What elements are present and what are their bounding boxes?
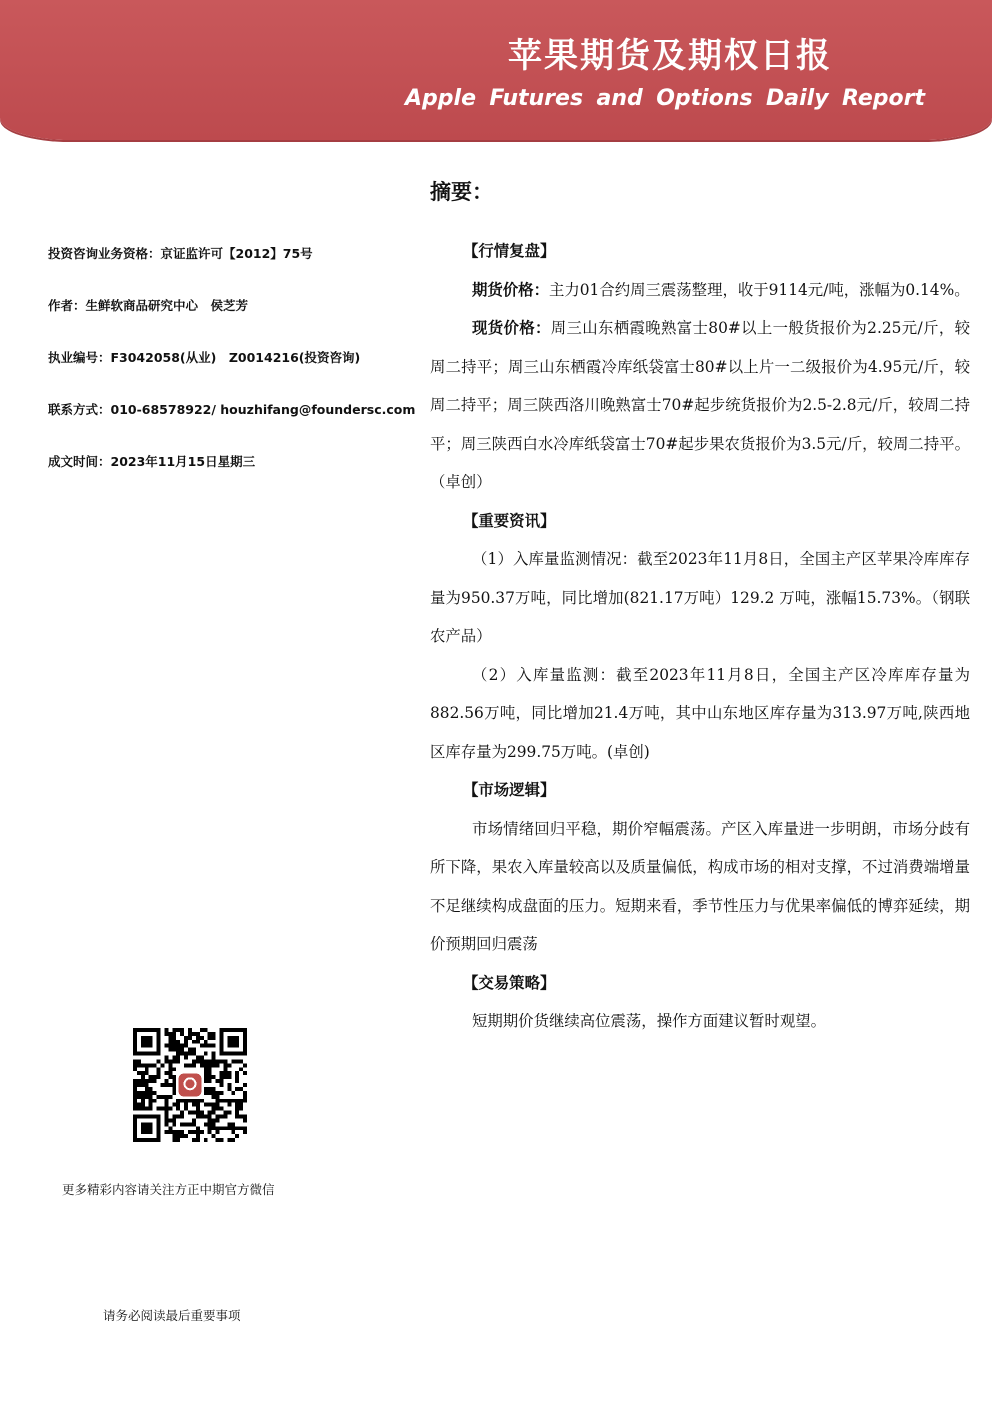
summary-body [430,232,970,1041]
disclaimer-note: 请务必阅读最后重要事项 [103,1308,241,1323]
news-item-1: （1）入库量监测情况：截至2023年11月8日，全国主产区苹果冷库库存量为950.37万吨，同比增加(821.17万吨）129.2 万吨，涨幅15.73%。（钢联农产品） [430,550,970,645]
report-title-cn: 苹果期货及期权日报 [508,36,832,76]
futures-price-text: 主力01合约周三震荡整理，收于9114元/吨，涨幅为0.14%。 [548,280,970,299]
title-en-word: Report [842,86,925,111]
header-banner [0,0,992,140]
trading-strategy-text: 短期期价货继续高位震荡，操作方面建议暂时观望。 [472,1012,826,1030]
title-en-word: and [596,86,643,111]
wechat-qr-code [133,1028,247,1142]
publish-date: 成文时间：2023年11月15日星期三 [48,454,256,469]
section-heading-market-review: 【行情复盘】 [463,242,556,260]
author-value: 生鲜软商品研究中心 侯芝芳 [85,298,249,313]
author [48,296,418,348]
author-label: 作者： [48,298,86,313]
futures-price-paragraph [430,271,970,310]
spot-price-label: 现货价格： [472,319,551,337]
market-logic-text: 市场情绪回归平稳，期价窄幅震荡。产区入库量进一步明朗，市场分歧有所下降，果农入库量较高以及质量偏低，构成市场的相对支撑，不过消费端增量不足继续构成盘面的压力。短期来看，季节性压力与优果率偏低的博弈延续，期价预期回归震荡 [430,819,970,953]
title-en-word: Apple [405,86,476,111]
qr-caption: 更多精彩内容请关注方正中期官方微信 [62,1182,275,1197]
license-number: 执业编号：F3042058(从业) Z0014216(投资咨询) [48,350,361,365]
sidebar-info [48,244,418,504]
title-en-word: Options [656,86,753,111]
spot-price-paragraph [430,309,970,502]
section-heading-strategy: 【交易策略】 [463,973,556,992]
qualification: 投资咨询业务资格：京证监许可【2012】75号 [48,246,313,261]
spot-price-text: 周三山东栖霞晚熟富士80#以上一般货报价为2.25元/斤，较周二持平；周三山东栖霞冷库纸袋富士80#以上片一二级报价为4.95元/斤，较周二持平；周三陕西洛川晚熟富士70#起步统货报价为2.5-2.8元/斤，较周二持平；周三陕西白水冷库纸袋富士70#起步果农货报价为3.5元/斤，较周二持平。（卓创） [430,319,970,491]
contact-info: 联系方式：010-68578922/ houzhifang@foundersc.com [48,402,416,417]
futures-price-label: 期货价格： [472,280,549,299]
title-en-word: Daily [766,86,829,111]
summary-heading: 摘要： [430,180,493,204]
section-heading-logic: 【市场逻辑】 [463,781,556,799]
section-heading-news: 【重要资讯】 [463,511,556,530]
report-title-en [405,86,925,111]
news-item-2: （2）入库量监测：截至2023年11月8日，全国主产区冷库库存量为882.56万吨，同比增加21.4万吨，其中山东地区库存量为313.97万吨,陕西地区库存量为299.75万吨。(卓创) [430,665,970,761]
title-en-word: Futures [489,86,584,111]
